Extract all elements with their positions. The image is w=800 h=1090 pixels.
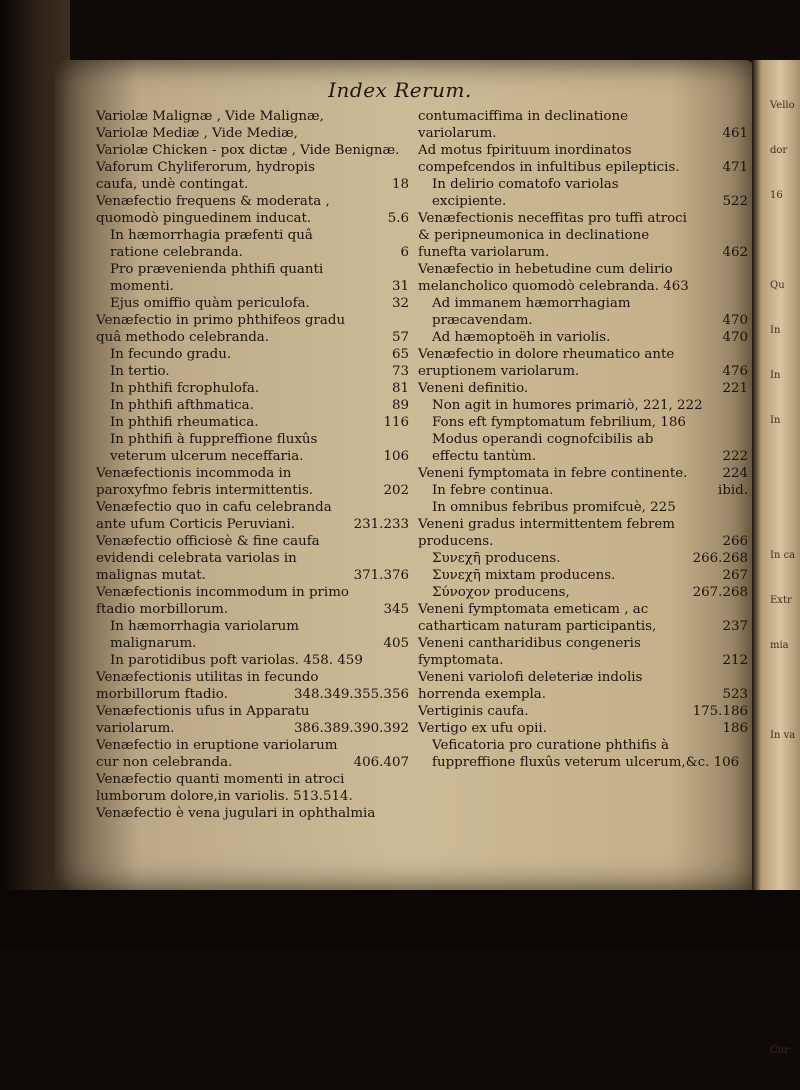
index-entry-text: Venæfectio quanti momenti in atroci lumborum dolore,in variolis. 513.514.	[96, 772, 353, 804]
index-entry-page: 348.349.355.356	[293, 687, 409, 702]
index-entry-page: 462	[722, 245, 748, 260]
edge-fragment: In	[770, 370, 781, 381]
index-entry	[418, 346, 748, 380]
index-entry	[96, 499, 409, 533]
index-entry	[96, 618, 409, 652]
index-entry-text: Modus operandi cognofcibilis ab effectu tantùm.	[432, 432, 654, 464]
index-entry	[96, 737, 409, 771]
bottom-shadow	[0, 890, 800, 950]
index-entry-page: 32	[391, 296, 409, 311]
index-entry	[96, 431, 409, 465]
index-entry-page: 345	[383, 602, 409, 617]
index-entry	[96, 380, 409, 397]
index-entry	[418, 720, 748, 737]
edge-fragment: In ca	[770, 550, 796, 561]
index-entry-text: In fecundo gradu.	[110, 347, 232, 362]
index-entry-text: Veneni cantharidibus congeneris fymptomata.	[418, 636, 641, 668]
edge-fragment	[770, 775, 800, 820]
index-entry-page: 266.268	[692, 551, 748, 566]
index-entry	[418, 737, 748, 771]
edge-fragment: 16	[770, 190, 783, 201]
index-entry	[96, 533, 409, 584]
edge-fragment: dor	[770, 145, 788, 156]
index-entry-text: Vaforum Chyliferorum, hydropis caufa, undè contingat.	[96, 160, 315, 192]
index-entry	[96, 159, 409, 193]
index-column-left	[96, 108, 409, 822]
index-entry-text: In parotidibus poft variolas. 458. 459	[110, 653, 363, 668]
index-entry	[418, 550, 748, 567]
index-entry-text: contumaciffima in declinatione variolarum.	[418, 109, 628, 141]
index-entry-page: 470	[722, 313, 748, 328]
edge-fragment: Cur	[770, 1045, 789, 1056]
index-entry	[96, 703, 409, 737]
index-entry-page: 405	[383, 636, 409, 651]
index-entry-text: In tertio.	[110, 364, 170, 379]
index-entry-text: Non agit in humores primariò, 221, 222	[432, 398, 703, 413]
index-entry	[418, 669, 748, 703]
index-entry	[418, 108, 748, 142]
index-entry-page: 175.186	[692, 704, 748, 719]
index-entry	[418, 499, 748, 516]
index-entry-page: 57	[391, 330, 409, 345]
index-entry-text: In phthifi fcrophulofa.	[110, 381, 260, 396]
index-entry-page: 6	[400, 245, 409, 260]
index-entry-text: Venæfectionis utilitas in fecundo morbillorum ftadio.	[96, 670, 319, 702]
index-entry-page: 231.233	[353, 517, 409, 532]
index-entry-text: In delirio comatofo variolas excipiente.	[432, 177, 619, 209]
edge-fragment: In	[770, 415, 781, 426]
edge-fragment: In	[770, 325, 781, 336]
index-entry-text: Venæfectio è vena jugulari in ophthalmia	[96, 806, 376, 821]
index-column-right	[418, 108, 748, 771]
index-entry	[96, 363, 409, 380]
index-entry-text: In omnibus febribus promifcuè, 225	[432, 500, 676, 515]
index-entry	[418, 397, 748, 414]
index-entry-text: In phthifi afthmatica.	[110, 398, 254, 413]
index-entry-text: Venæfectio in dolore rheumatico ante eruptionem variolarum.	[418, 347, 675, 379]
index-entry	[96, 465, 409, 499]
index-entry-text: Venæfectio in primo phthifeos gradu quâ methodo celebranda.	[96, 313, 346, 345]
index-entry-text: Συνεχῆ producens.	[432, 551, 561, 566]
index-entry-text: Ejus omiffio quàm periculofa.	[110, 296, 310, 311]
index-entry-page: 89	[391, 398, 409, 413]
index-entry-text: In hæmorrhagia variolarum malignarum.	[110, 619, 299, 651]
index-entry	[418, 210, 748, 261]
edge-fragment	[770, 235, 800, 280]
index-entry	[96, 312, 409, 346]
index-entry	[96, 771, 409, 805]
index-entry-page: 222	[722, 449, 748, 464]
index-entry-text: Venæfectionis incommodum in primo ftadio morbillorum.	[96, 585, 349, 617]
index-entry-text: Venæfectionis incommoda in paroxyfmo febris intermittentis.	[96, 466, 314, 498]
index-entry-page: 267.268	[692, 585, 748, 600]
index-entry-page: ibid.	[718, 483, 748, 498]
index-entry	[418, 380, 748, 397]
index-entry-page: 5.6	[387, 211, 409, 226]
index-entry	[418, 703, 748, 720]
index-entry-text: Ad hæmoptoëh in variolis.	[432, 330, 611, 345]
index-entry-page: 476	[722, 364, 748, 379]
index-entry-text: Fons eft fymptomatum febrilium, 186	[432, 415, 686, 430]
index-entry-page: 18	[391, 177, 409, 192]
index-entry-page: 386.389.390.392	[293, 721, 409, 736]
index-entry	[96, 142, 409, 159]
index-entry	[96, 193, 409, 227]
index-entry-page: 116	[383, 415, 409, 430]
index-entry-page: 202	[383, 483, 409, 498]
edge-fragment	[770, 460, 800, 505]
index-entry	[96, 652, 409, 669]
index-entry-page: 371.376	[353, 568, 409, 583]
edge-fragment	[770, 1000, 800, 1045]
index-entry	[418, 329, 748, 346]
index-entry	[418, 482, 748, 499]
index-entry-page: 406.407	[353, 755, 409, 770]
index-entry-page: 266	[722, 534, 748, 549]
index-entry	[96, 108, 409, 125]
index-entry-page: 31	[391, 279, 409, 294]
index-entry	[418, 261, 748, 295]
index-entry-text: Variolæ Mediæ , Vide Mediæ,	[96, 126, 298, 141]
index-entry-text: Veneni fymptomata emeticam , ac catharticam naturam participantis,	[418, 602, 657, 634]
edge-fragment	[770, 685, 800, 730]
edge-fragment: In va	[770, 730, 796, 741]
index-entry	[418, 567, 748, 584]
index-entry-page: 267	[722, 568, 748, 583]
index-entry	[96, 227, 409, 261]
index-entry-page: 186	[722, 721, 748, 736]
index-entry-page: 224	[722, 466, 748, 481]
index-entry-text: Vertigo ex ufu opii.	[418, 721, 547, 736]
index-entry-text: Σύνοχον producens,	[432, 585, 570, 600]
index-entry	[418, 465, 748, 482]
index-entry-text: In phthifi rheumatica.	[110, 415, 259, 430]
index-entry	[96, 397, 409, 414]
page-header: Index Rerum.	[328, 78, 472, 102]
index-entry-text: Veneni gradus intermittentem febrem producens.	[418, 517, 675, 549]
index-entry-text: Veficatoria pro curatione phthifis à fuppreffione fluxûs veterum ulcerum,&c. 106	[432, 738, 740, 770]
index-entry-text: Venæfectionis neceffitas pro tuffi atroci & peripneumonica in declinatione funefta variolarum.	[418, 211, 687, 260]
index-entry-page: 237	[722, 619, 748, 634]
index-entry-text: Variolæ Chicken - pox dictæ , Vide Benignæ.	[96, 143, 400, 158]
edge-fragment: Vello	[770, 100, 795, 111]
index-entry-page: 221	[722, 381, 748, 396]
index-entry-text: Venæfectio officiosè & fine caufa evidendi celebrata variolas in malignas mutat.	[96, 534, 320, 583]
edge-fragment: Qu	[770, 280, 785, 291]
index-entry	[418, 295, 748, 329]
index-entry-page: 523	[722, 687, 748, 702]
index-entry-text: Venæfectio in eruptione variolarum cur non celebranda.	[96, 738, 338, 770]
index-entry	[418, 431, 748, 465]
index-entry-text: Venæfectionis ufus in Apparatu variolarum.	[96, 704, 310, 736]
index-entry-text: In phthifi à fuppreffione fluxûs veterum ulcerum neceffaria.	[110, 432, 318, 464]
edge-fragment: Extr	[770, 595, 792, 606]
edge-fragment	[770, 820, 800, 865]
index-entry-page: 81	[391, 381, 409, 396]
index-entry	[418, 584, 748, 601]
index-entry	[96, 584, 409, 618]
index-entry	[96, 261, 409, 295]
index-entry	[96, 805, 409, 822]
index-entry-text: Venæfectio in hebetudine cum delirio melancholico quomodò celebranda. 463	[418, 262, 689, 294]
index-entry	[418, 142, 748, 176]
index-entry-text: Venæfectio frequens & moderata , quomodò pinguedinem inducat.	[96, 194, 330, 226]
index-entry-text: Venæfectio quo in cafu celebranda ante ufum Corticis Peruviani.	[96, 500, 332, 532]
index-entry-page: 106	[383, 449, 409, 464]
index-entry	[418, 635, 748, 669]
index-entry-text: In hæmorrhagia præfenti quâ ratione celebranda.	[110, 228, 313, 260]
index-entry-text: Pro prævenienda phthifi quanti momenti.	[110, 262, 324, 294]
index-entry-page: 522	[722, 194, 748, 209]
index-entry	[418, 176, 748, 210]
index-entry-page: 65	[391, 347, 409, 362]
index-entry-text: Ad motus fpirituum inordinatos compefcendos in infultibus epilepticis.	[418, 143, 680, 175]
index-entry-text: Συνεχῆ mixtam producens.	[432, 568, 616, 583]
index-entry	[418, 516, 748, 550]
index-entry-text: In febre continua.	[432, 483, 554, 498]
index-entry	[96, 125, 409, 142]
index-entry-text: Variolæ Malignæ , Vide Malignæ,	[96, 109, 324, 124]
index-entry-page: 212	[722, 653, 748, 668]
index-entry	[418, 601, 748, 635]
index-entry-text: Veneni variolofi deleteriæ indolis horrenda exempla.	[418, 670, 643, 702]
index-entry-text: Veneni definitio.	[418, 381, 529, 396]
edge-fragment	[770, 505, 800, 550]
index-entry-text: Veneni fymptomata in febre continente.	[418, 466, 688, 481]
index-entry	[418, 414, 748, 431]
index-entry-page: 461	[722, 126, 748, 141]
index-entry	[96, 346, 409, 363]
index-entry-page: 470	[722, 330, 748, 345]
index-entry	[96, 414, 409, 431]
index-entry	[96, 295, 409, 312]
index-entry-page: 471	[722, 160, 748, 175]
index-entry-text: Vertiginis caufa.	[418, 704, 529, 719]
index-entry-page: 73	[391, 364, 409, 379]
edge-fragment: mia	[770, 640, 789, 651]
edge-fragment	[770, 955, 800, 1000]
index-entry-text: Ad immanem hæmorrhagiam præcavendam.	[432, 296, 631, 328]
index-entry	[96, 669, 409, 703]
